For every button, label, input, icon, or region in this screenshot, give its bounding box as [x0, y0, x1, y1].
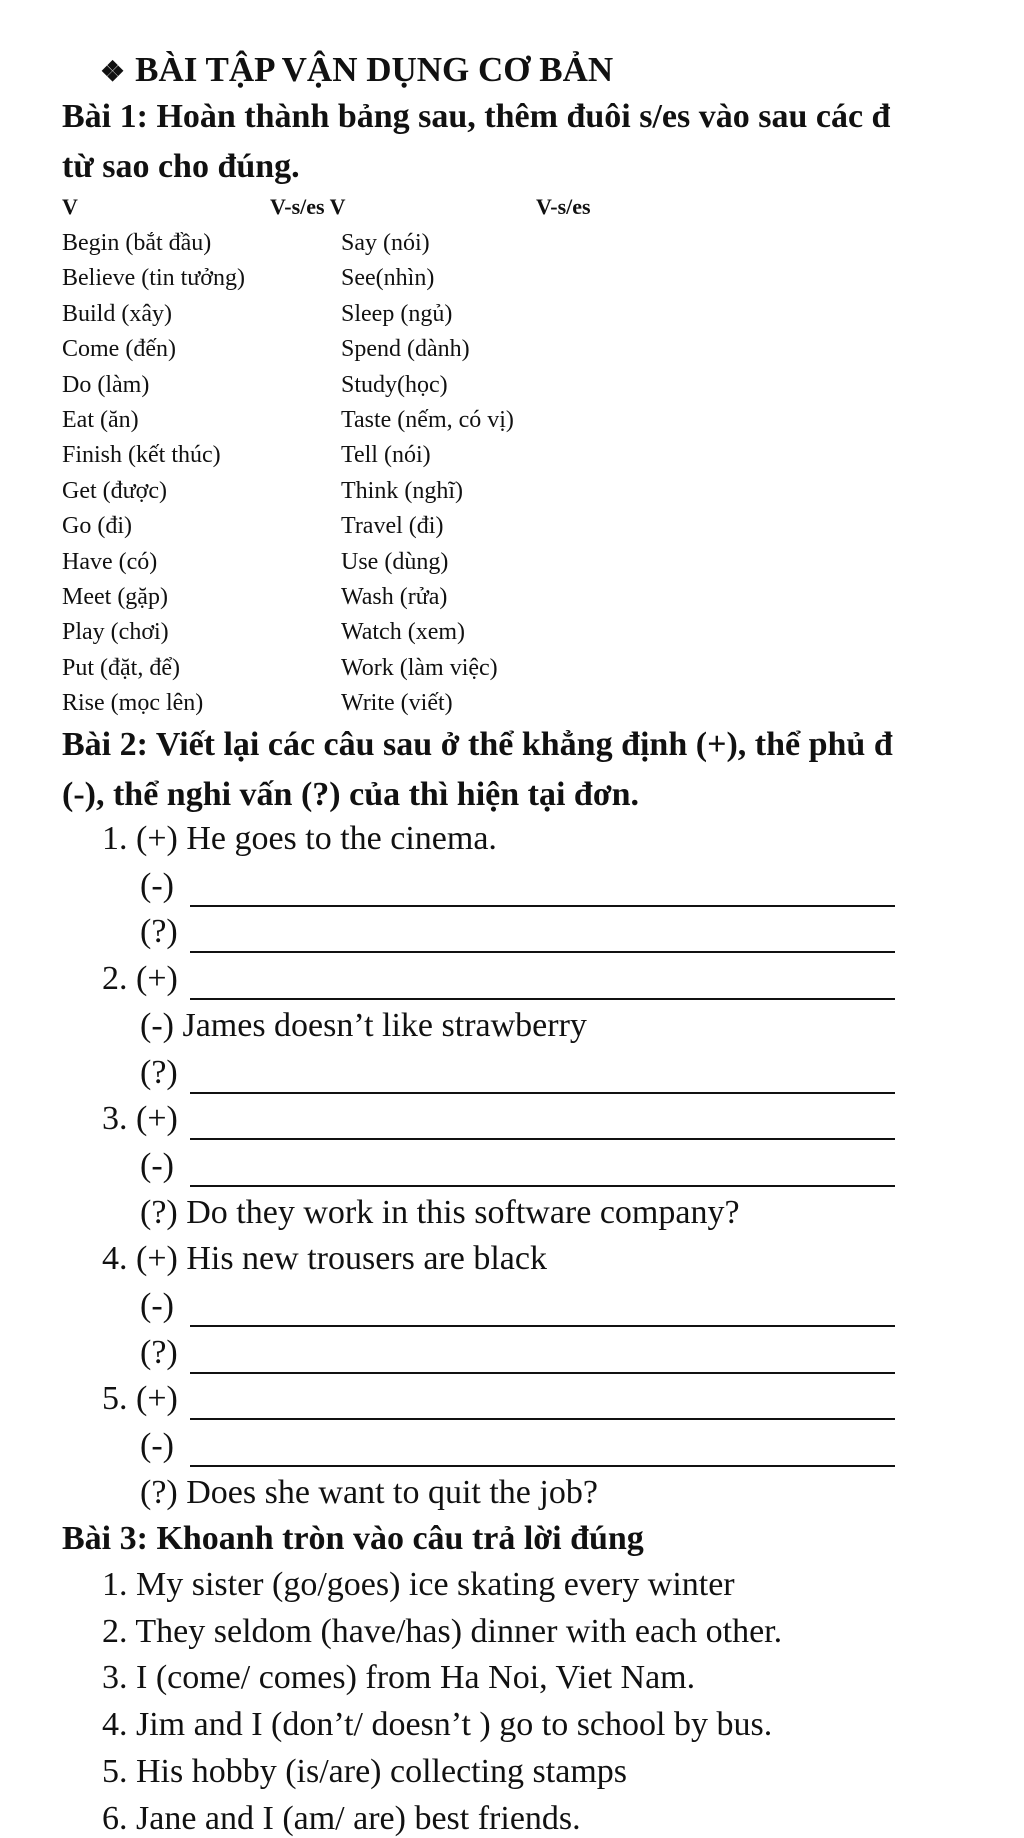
answer-blank[interactable] [190, 998, 895, 1000]
verb-cell-left: Have (có) [62, 548, 158, 575]
exercise-2-subline: (?) [140, 1333, 178, 1371]
verb-cell-right: Think (nghĩ) [341, 477, 463, 504]
verb-cell-right: Spend (dành) [341, 336, 470, 363]
column-header-vses-v: V-s/es V [270, 194, 346, 219]
verb-cell-right: Write (viết) [341, 690, 453, 717]
exercise-2-heading-line2: (-), thể nghi vấn (?) của thì hiện tại đơn. [62, 776, 640, 813]
exercise-2-subline: (-) James doesn’t like strawberry [140, 1006, 587, 1044]
verb-cell-right: Say (nói) [341, 230, 430, 256]
exercise-2-heading-line1: Bài 2: Viết lại các câu sau ở thể khẳng định (+), thể phủ đ [62, 726, 893, 763]
exercise-2-subline: (-) [140, 1287, 174, 1324]
answer-blank[interactable] [190, 1325, 895, 1327]
answer-blank[interactable] [190, 905, 895, 907]
answer-blank[interactable] [190, 1465, 895, 1467]
verb-cell-right: Tell (nói) [341, 442, 431, 469]
verb-cell-left: Get (được) [62, 477, 167, 504]
answer-blank[interactable] [190, 1185, 895, 1187]
exercise-2-item: 2. (+) [102, 960, 178, 998]
verb-cell-left: Do (làm) [62, 371, 150, 398]
exercise-2-item: 5. (+) [102, 1380, 178, 1418]
verb-cell-left: Finish (kết thúc) [62, 442, 221, 469]
exercise-2-item: 1. (+) He goes to the cinema. [102, 820, 497, 857]
verb-cell-left: Meet (gặp) [62, 584, 168, 610]
exercise-3-item: 2. They seldom (have/has) dinner with each other. [102, 1612, 783, 1650]
exercise-3-item: 4. Jim and I (don’t/ doesn’t ) go to school by bus. [102, 1706, 773, 1744]
verb-cell-right: Travel (đi) [341, 513, 444, 540]
verb-cell-left: Rise (mọc lên) [62, 690, 204, 717]
exercise-1-heading-line2: từ sao cho đúng. [62, 148, 300, 185]
verb-cell-right: Work (làm việc) [341, 654, 498, 681]
verb-cell-left: Begin (bắt đầu) [62, 230, 212, 256]
verb-cell-right: Use (dùng) [341, 548, 449, 575]
verb-cell-left: Go (đi) [62, 513, 132, 540]
column-header-v: V [62, 194, 78, 219]
exercise-3-item: 3. I (come/ comes) from Ha Noi, Viet Nam. [102, 1659, 696, 1697]
answer-blank[interactable] [190, 1138, 895, 1140]
answer-blank[interactable] [190, 951, 895, 953]
verb-cell-right: Taste (nếm, có vị) [341, 407, 514, 433]
verb-cell-left: Play (chơi) [62, 619, 169, 646]
verb-cell-left: Believe (tin tưởng) [62, 265, 245, 292]
diamond-icon: ❖ [100, 57, 126, 88]
verb-cell-left: Eat (ăn) [62, 407, 139, 433]
exercise-2-item: 3. (+) [102, 1100, 178, 1138]
exercise-3-item: 5. His hobby (is/are) collecting stamps [102, 1752, 628, 1790]
verb-cell-right: See(nhìn) [341, 265, 435, 292]
section-title [100, 50, 613, 90]
verb-cell-left: Put (đặt, để) [62, 654, 180, 681]
exercise-3-item: 1. My sister (go/goes) ice skating every winter [102, 1566, 735, 1603]
section-title-text: BÀI TẬP VẬN DỤNG CƠ BẢN [135, 50, 614, 89]
exercise-2-subline: (-) [140, 1146, 174, 1184]
verb-cell-right: Wash (rửa) [341, 584, 448, 610]
exercise-2-subline: (?) Do they work in this software company? [140, 1193, 740, 1231]
answer-blank[interactable] [190, 1372, 895, 1374]
exercise-3-item: 6. Jane and I (am/ are) best friends. [102, 1799, 581, 1837]
exercise-2-subline: (?) Does she want to quit the job? [140, 1473, 598, 1511]
exercise-3-heading: Bài 3: Khoanh tròn vào câu trả lời đúng [62, 1520, 644, 1557]
exercise-2-subline: (?) [140, 913, 178, 951]
verb-cell-right: Watch (xem) [341, 619, 466, 646]
exercise-1-heading-line1: Bài 1: Hoàn thành bảng sau, thêm đuôi s/es vào sau các đ [62, 98, 891, 135]
verb-cell-right: Study(học) [341, 371, 448, 398]
exercise-2-item: 4. (+) His new trousers are black [102, 1240, 547, 1278]
verb-cell-left: Build (xây) [62, 300, 172, 327]
answer-blank[interactable] [190, 1092, 895, 1094]
column-header-vses: V-s/es [536, 194, 591, 219]
verb-cell-right: Sleep (ngủ) [341, 300, 453, 327]
answer-blank[interactable] [190, 1418, 895, 1420]
exercise-2-subline: (-) [140, 1427, 174, 1465]
exercise-2-subline: (?) [140, 1053, 178, 1091]
verb-cell-left: Come (đến) [62, 336, 176, 363]
exercise-2-subline: (-) [140, 866, 174, 904]
